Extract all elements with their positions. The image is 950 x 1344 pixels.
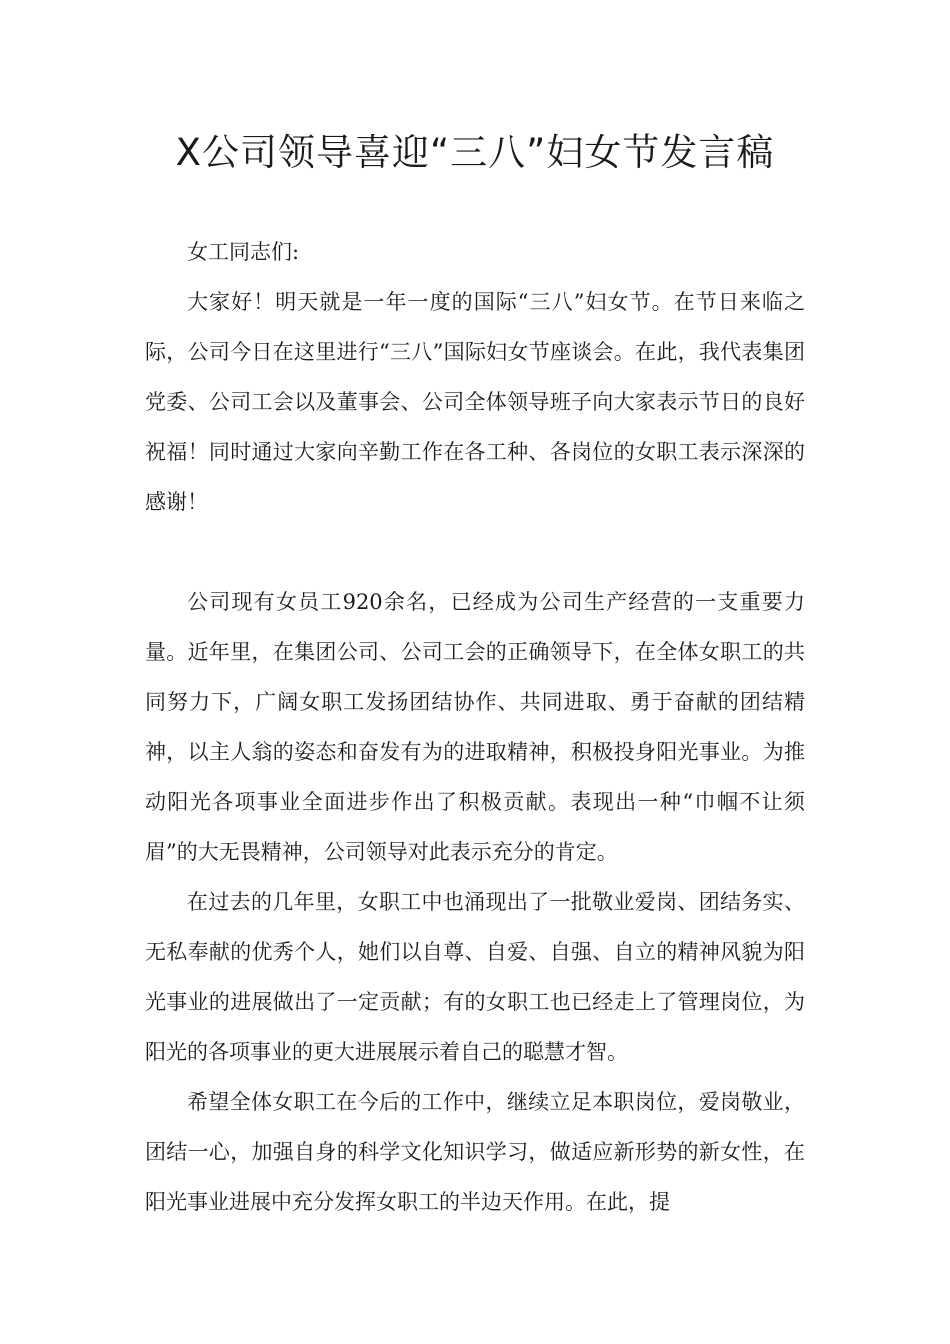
document-body	[145, 227, 805, 1227]
paragraph-hopes: 希望全体女职工在今后的工作中，继续立足本职岗位，爱岗敬业，团结一心，加强自身的科学文化知识学习，做适应新形势的新女性，在阳光事业进展中充分发挥女职工的半边天作用。在此，提	[145, 1090, 805, 1214]
paragraph-greeting: 大家好！明天就是一年一度的国际“三八”妇女节。在节日来临之际，公司今日在这里进行“三八”国际妇女节座谈会。在此，我代表集团党委、公司工会以及董事会、公司全体领导班子向大家表示节日的良好祝福！同时通过大家向辛勤工作在各工种、各岗位的女职工表示深深的感谢！	[145, 290, 805, 514]
paragraph-female-staff: 公司现有女员工920余名，已经成为公司生产经营的一支重要力量。近年里，在集团公司、公司工会的正确领导下，在全体女职工的共同努力下，广阔女职工发扬团结协作、共同进取、勇于奋献的团结精神，以主人翁的姿态和奋发有为的进取精神，积极投身阳光事业。为推动阳光各项事业全面进步作出了积极贡献。表现出一种“巾帼不让须眉”的大无畏精神，公司领导对此表示充分的肯定。	[145, 590, 805, 864]
paragraph-outstanding-individuals: 在过去的几年里，女职工中也涌现出了一批敬业爱岗、团结务实、无私奉献的优秀个人，她们以自尊、自爱、自强、自立的精神风貌为阳光事业的进展做出了一定贡献；有的女职工也已经走上了管理岗位，为阳光的各项事业的更大进展展示着自己的聪慧才智。	[145, 890, 805, 1064]
salutation: 女工同志们:	[187, 240, 300, 264]
document-title: X公司领导喜迎“三八”妇女节发言稿	[175, 131, 775, 174]
